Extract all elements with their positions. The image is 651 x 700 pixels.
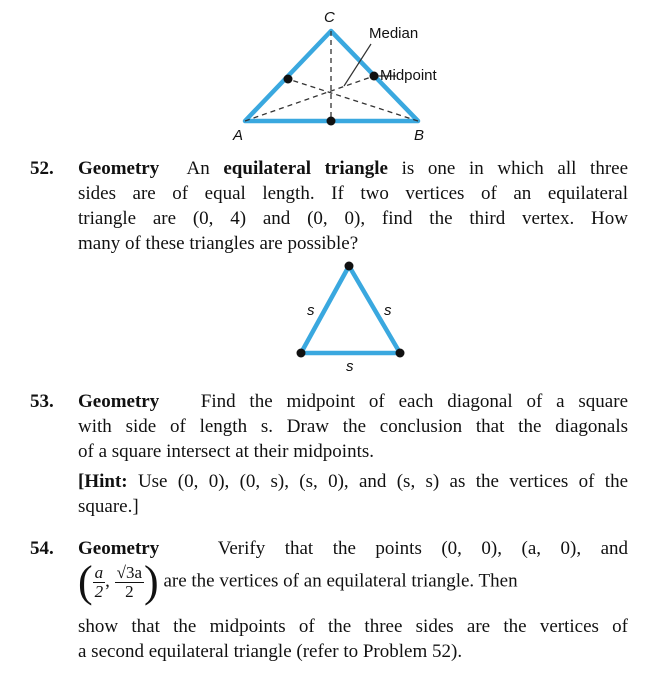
problem-53-line-3: of a square intersect at their midpoints.: [78, 441, 374, 462]
problem-52-line-2: sides are of equal length. If two vertices of an equilateral: [78, 183, 628, 204]
left-vertex-dot: [297, 349, 306, 358]
problem-title: Geometry: [78, 158, 160, 179]
midpoint-ab-dot: [327, 117, 336, 126]
problem-52-line-3: triangle are (0, 4) and (0, 0), find the third vertex. How: [78, 208, 628, 229]
vertex-c-label: C: [324, 9, 335, 26]
problem-54-line-4: a second equilateral triangle (refer to Problem 52).: [78, 641, 463, 662]
figure-equilateral-triangle-sides: [0, 255, 651, 375]
left-paren: (: [78, 557, 93, 606]
fraction-denominator: 2: [94, 581, 104, 601]
problem-number: 53.: [30, 391, 54, 412]
problem-53-hint-line-2: square.]: [78, 496, 139, 517]
right-paren: ): [144, 557, 159, 606]
text-segment: are the vertices of an equilateral triangle. Then: [163, 570, 518, 592]
text-segment: Verify that the points (0, 0), (a, 0), and: [217, 538, 629, 559]
midpoint-bc-dot: [370, 72, 379, 81]
problem-title: Geometry: [78, 391, 160, 412]
problem-53-line-1: [78, 389, 628, 414]
bold-term: equilateral triangle: [223, 158, 388, 179]
vertex-b-label: B: [414, 127, 425, 144]
text-segment: Find the midpoint of each diagonal of a square: [200, 391, 629, 412]
problem-54-line-1: [78, 536, 628, 561]
side-bottom-label: s: [346, 358, 354, 375]
text-segment: Use (0, 0), (0, s), (s, 0), and (s, s) as the vertices of the: [137, 471, 628, 492]
text-segment: An: [186, 158, 210, 179]
midpoint-ac-dot: [284, 75, 293, 84]
fraction-a-over-2: [93, 564, 106, 601]
hint-label: [Hint:: [78, 471, 128, 492]
problem-53-hint-line-1: [78, 469, 628, 494]
right-vertex-dot: [396, 349, 405, 358]
problem-52-line-4: many of these triangles are possible?: [78, 233, 359, 254]
problem-number: 54.: [30, 538, 54, 559]
problem-number: 52.: [30, 158, 54, 179]
fraction-root3a-over-2: [115, 564, 144, 601]
fraction-numerator: √3a: [116, 562, 143, 582]
text-segment: is one in which all three: [401, 158, 629, 179]
fraction-numerator: a: [94, 562, 104, 582]
problem-title: Geometry: [78, 538, 160, 559]
side-right-label: s: [384, 302, 392, 319]
problem-52-line-1: [78, 156, 628, 181]
top-vertex-dot: [345, 262, 354, 271]
problem-54-line-2: ( $\frac{a}{2}$ , $\frac{√3a}{2}$ ) are the vertices of an equilateral triangle. Then: [78, 557, 518, 606]
median-label: Median: [369, 25, 419, 42]
figure-equilateral-triangle-medians: [0, 0, 651, 150]
side-left-label: s: [307, 302, 315, 319]
problem-53-line-2: with side of length s. Draw the conclusion that the diagonals: [78, 416, 628, 437]
problem-54-line-3: show that the midpoints of the three sides are the vertices of: [78, 616, 628, 637]
midpoint-label: Midpoint: [380, 67, 437, 84]
vertex-a-label: A: [233, 127, 244, 144]
fraction-denominator: 2: [125, 581, 134, 601]
